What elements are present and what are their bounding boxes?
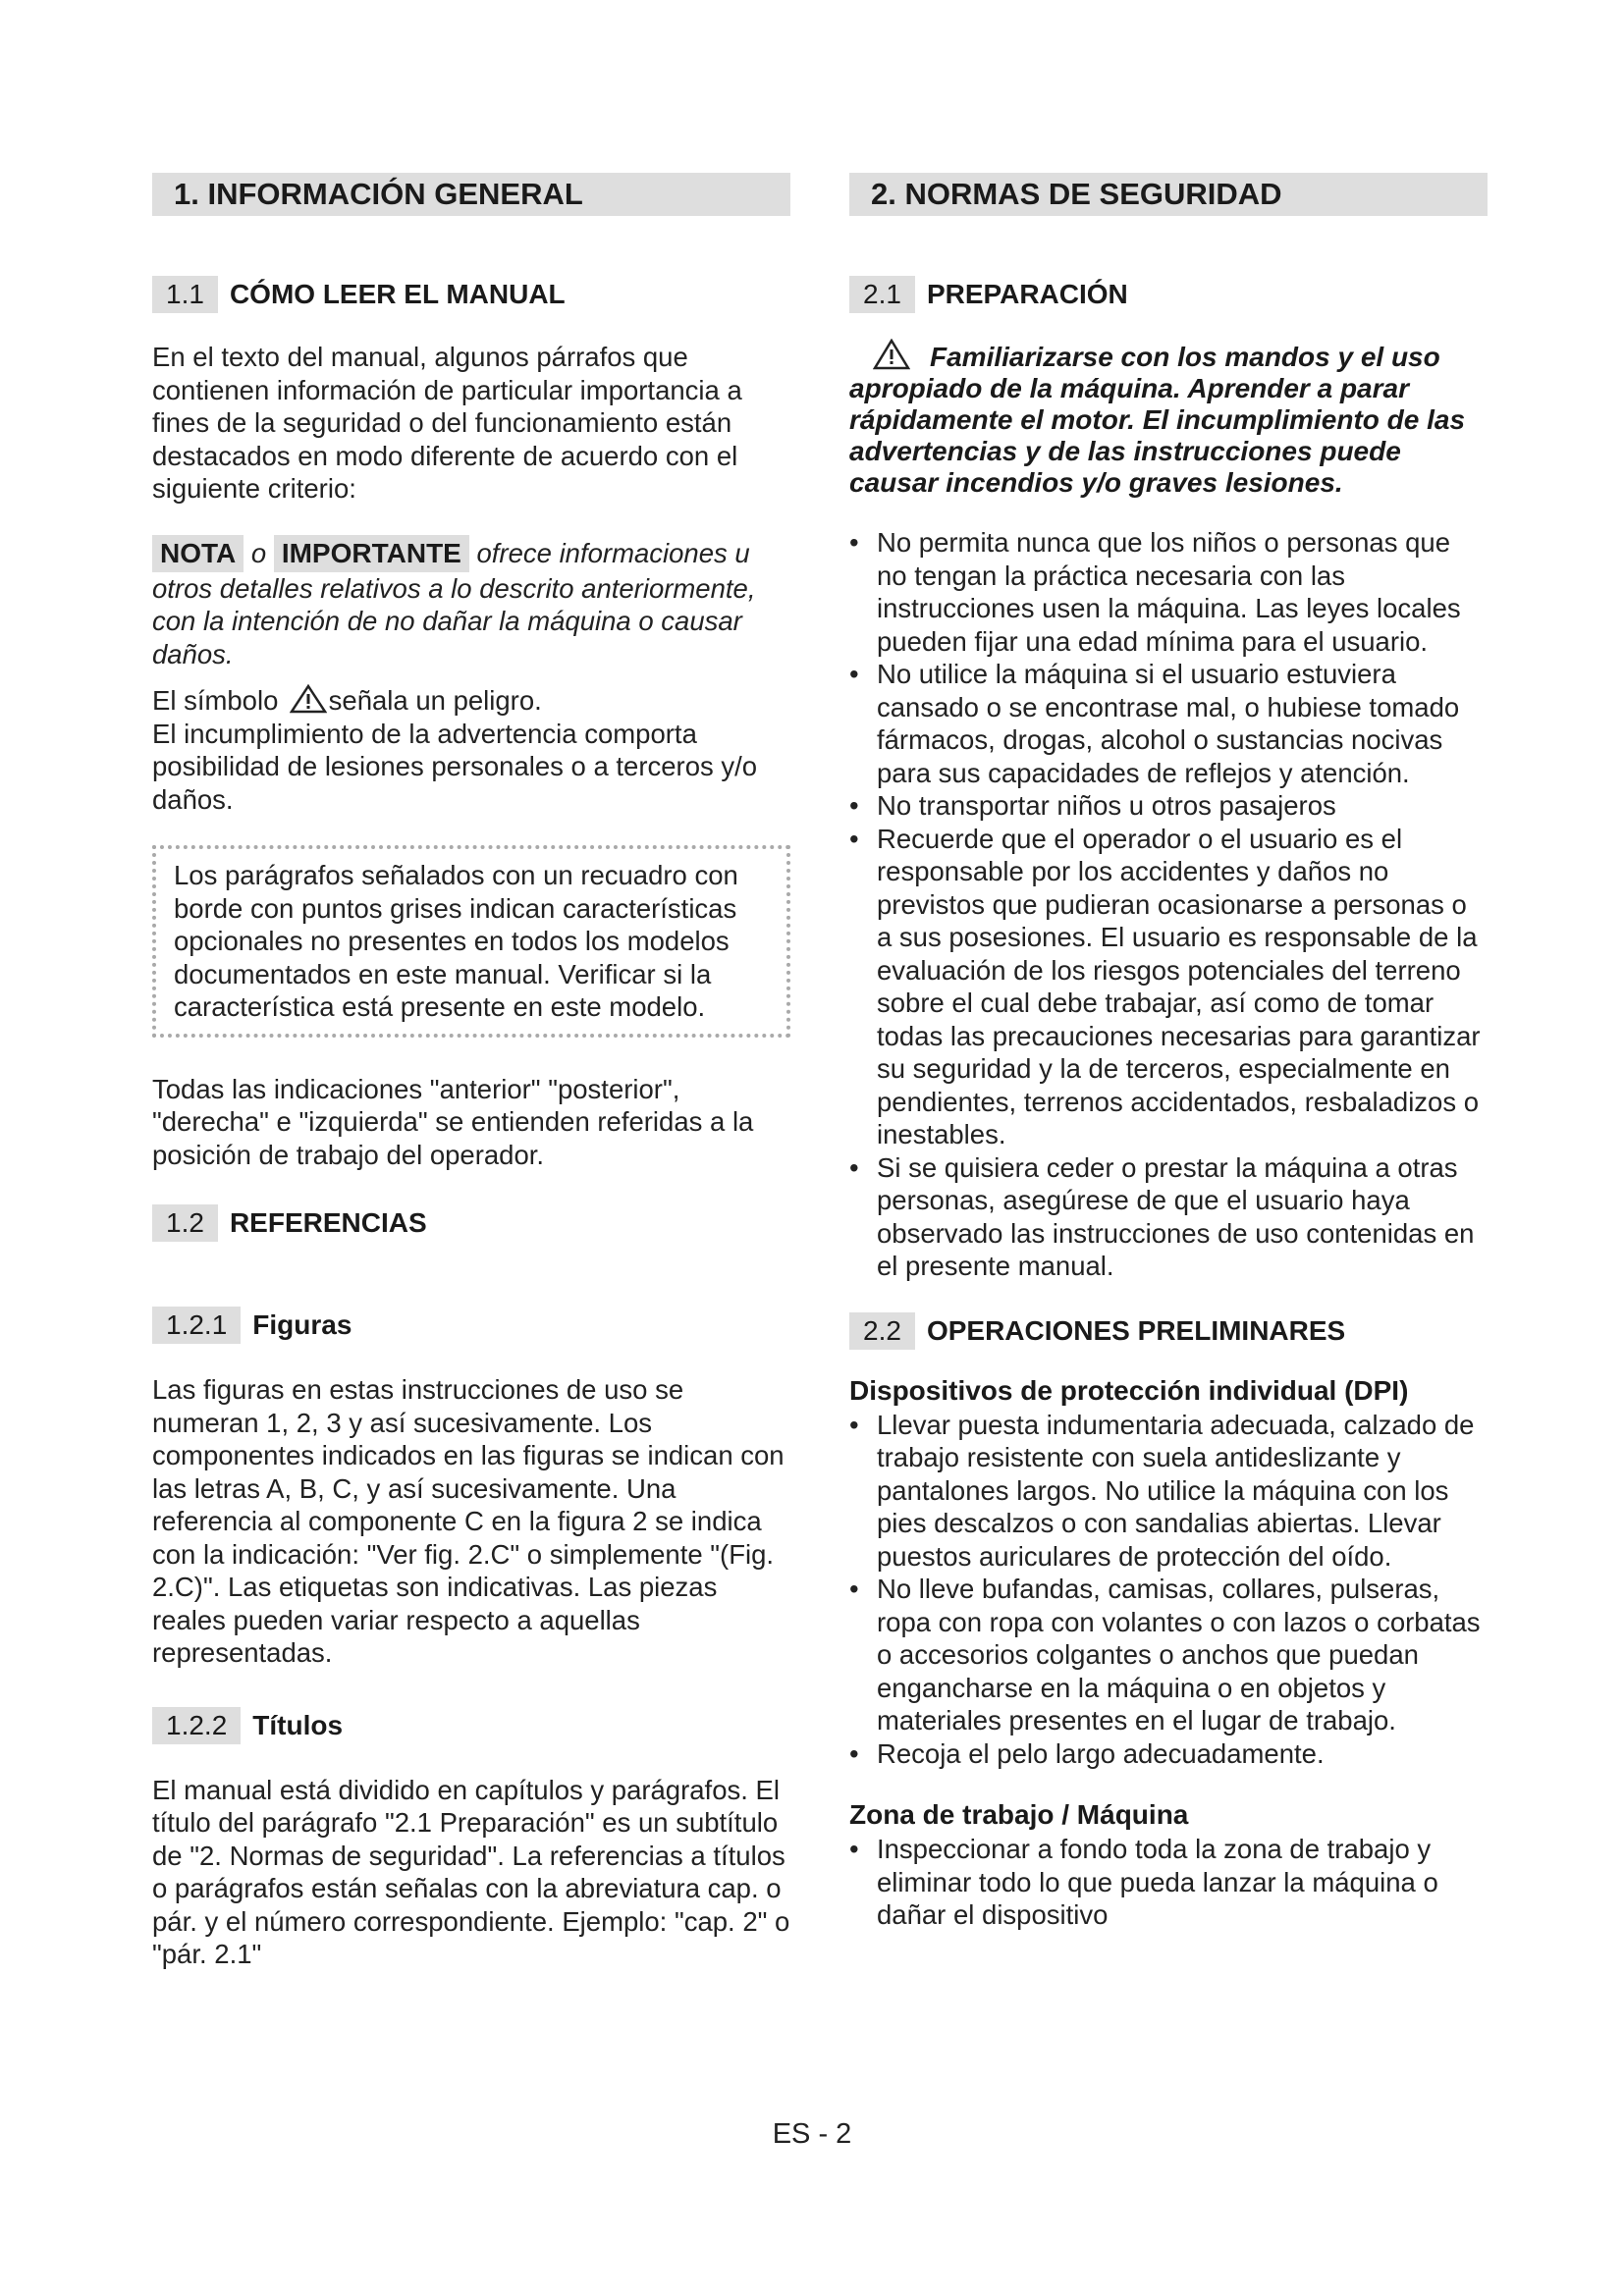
heading-1-2-2-number: 1.2.2 — [152, 1707, 241, 1744]
nota-tag: NOTA — [152, 535, 244, 572]
warning-triangle-icon — [873, 339, 910, 370]
symbol-rest: El incumplimiento de la advertencia comporta posibilidad de lesiones personales o a terceros y/o daños. — [152, 718, 758, 815]
symbol-paragraph — [152, 684, 790, 816]
list-item: • Recoja el pelo largo adecuadamente. — [849, 1737, 1488, 1771]
safety-warning — [849, 339, 1488, 499]
symbol-before: El símbolo — [152, 685, 279, 716]
symbol-after: señala un peligro. — [328, 685, 542, 716]
figuras-paragraph: Las figuras en estas instrucciones de uso se numeran 1, 2, 3 y así sucesivamente. Los componentes indicados en las figuras se indican con las letras A, B, C, y así sucesivamente. Una referencia al componente C en la figura 2 se indica con la indicación: "Ver fig. 2.C" o simplemente "(Fig. 2.C)". Las etiquetas son indicativas. Las piezas reales pueden variar respecto a aquellas representadas. — [152, 1374, 785, 1668]
right-column — [849, 173, 1488, 1932]
dpi-subheading: Dispositivos de protección individual (DPI) — [849, 1374, 1409, 1406]
heading-1-2-1 — [152, 1307, 790, 1344]
titulos-paragraph: El manual está dividido en capítulos y parágrafos. El título del parágrafo "2.1 Preparación" es un subtítulo de "2. Normas de seguridad". La referencias a títulos o parágrafos están señalas con la abreviatura cap. o pár. y el número correspondiente. Ejemplo: "cap. 2" o "pár. 2.1" — [152, 1774, 790, 1969]
heading-2-2-number: 2.2 — [849, 1312, 915, 1350]
safety-warning-text: Familiarizarse con los mandos y el uso apropiado de la máquina. Aprender a parar rápidamente el motor. El incumplimiento de las advertencias y de las instrucciones puede causar incendios y/o graves lesiones. — [849, 342, 1466, 498]
optional-feature-box — [152, 845, 790, 1038]
nota-o: o — [250, 537, 267, 568]
directions-paragraph: Todas las indicaciones "anterior" "posterior", "derecha" e "izquierda" se entienden referidas a la posición de trabajo del operador. — [152, 1073, 754, 1170]
heading-1-1-title: CÓMO LEER EL MANUAL — [229, 279, 566, 309]
zona-subheading: Zona de trabajo / Máquina — [849, 1799, 1189, 1830]
heading-2-1-title: PREPARACIÓN — [926, 279, 1128, 309]
list-item: • Recuerde que el operador o el usuario es el responsable por los accidentes y daños no previstos que pudieran ocasionarse a personas o a sus posesiones. El usuario es responsable de la evaluación de los riesgos potenciales del terreno sobre el cual debe trabajar, así como de tomar todas las precauciones necesarias para garantizar su seguridad y la de terceros, especialmente en pendientes, terrenos accidentados, resbaladizos o inestables. — [849, 823, 1488, 1151]
heading-1-1 — [152, 276, 790, 313]
preparation-list — [849, 526, 1488, 1283]
heading-1-2-number: 1.2 — [152, 1204, 218, 1242]
heading-1-2-1-title: Figuras — [252, 1309, 352, 1340]
warning-triangle-icon — [290, 684, 327, 714]
heading-1-1-number: 1.1 — [152, 276, 218, 313]
optional-feature-text: Los parágrafos señalados con un recuadro con borde con puntos grises indican características opcionales no presentes en todos los modelos documentados en este manual. Verificar si la característica está presente en este modelo. — [174, 860, 738, 1022]
importante-tag: IMPORTANTE — [274, 535, 469, 572]
section-1-heading: 1. INFORMACIÓN GENERAL — [152, 173, 790, 216]
heading-1-2 — [152, 1204, 790, 1242]
list-item: • No transportar niños u otros pasajeros — [849, 789, 1488, 823]
list-item: • Inspeccionar a fondo toda la zona de trabajo y eliminar todo lo que pueda lanzar la máquina o dañar el dispositivo — [849, 1833, 1488, 1932]
list-item: • Llevar puesta indumentaria adecuada, calzado de trabajo resistente con suela antideslizante y pantalones largos. No utilice la máquina con los pies descalzos o con sandalias abiertas. Llevar puestos auriculares de protección del oído. — [849, 1409, 1488, 1574]
list-item: • No utilice la máquina si el usuario estuviera cansado o se encontrase mal, o hubiese tomado fármacos, drogas, alcohol o sustancias nocivas para sus capacidades de reflejos y atención. — [849, 658, 1488, 789]
list-item: • Si se quisiera ceder o prestar la máquina a otras personas, asegúrese de que el usuario haya observado las instrucciones de uso contenidas en el presente manual. — [849, 1151, 1488, 1283]
heading-2-2 — [849, 1312, 1488, 1350]
left-column — [152, 173, 790, 1971]
intro-paragraph: En el texto del manual, algunos párrafos que contienen información de particular importancia a fines de la seguridad o del funcionamiento están destacados en modo diferente de acuerdo con el siguiente criterio: — [152, 342, 742, 504]
list-item: • No permita nunca que los niños o personas que no tengan la práctica necesaria con las instrucciones usen la máquina. Las leyes locales pueden fijar una edad mínima para el usuario. — [849, 526, 1488, 658]
section-2-heading: 2. NORMAS DE SEGURIDAD — [849, 173, 1488, 216]
heading-2-2-title: OPERACIONES PRELIMINARES — [926, 1314, 1346, 1346]
list-item: • No lleve bufandas, camisas, collares, pulseras, ropa con ropa con volantes o con lazos o corbatas o accesorios colgantes o anchos que puedan engancharse en la máquina o en objetos y materiales presentes en el lugar de trabajo. — [849, 1573, 1488, 1737]
heading-2-1-number: 2.1 — [849, 276, 915, 313]
heading-2-1 — [849, 276, 1488, 313]
dpi-list — [849, 1409, 1488, 1771]
page-number: ES - 2 — [772, 2118, 852, 2150]
heading-1-2-1-number: 1.2.1 — [152, 1307, 241, 1344]
heading-1-2-title: REFERENCIAS — [229, 1207, 427, 1238]
heading-1-2-2 — [152, 1707, 790, 1744]
nota-paragraph — [152, 535, 790, 671]
nota-text: ofrece informaciones u otros detalles relativos a lo descrito anteriormente, con la intención de no dañar la máquina o causar daños. — [152, 537, 756, 669]
zona-list — [849, 1833, 1488, 1932]
heading-1-2-2-title: Títulos — [252, 1709, 344, 1740]
